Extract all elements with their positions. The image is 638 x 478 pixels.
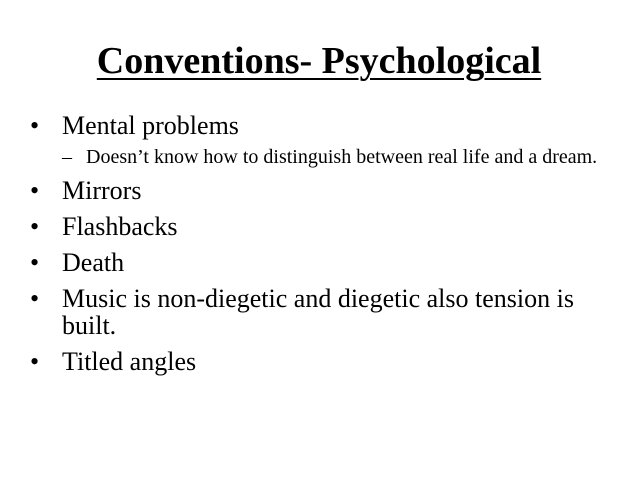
bullet-text: Mirrors	[62, 176, 142, 205]
bullet-icon: •	[30, 248, 40, 277]
bullet-item-music	[30, 285, 610, 339]
bullet-item-death	[30, 249, 610, 276]
bullet-text: Titled angles	[62, 347, 197, 376]
bullet-icon: •	[30, 212, 40, 241]
bullet-text: Death	[62, 248, 125, 277]
slide-title: Conventions- Psychological	[96, 40, 542, 82]
sub-bullet-text: Doesn’t know how to distinguish between real life and a dream.	[86, 146, 598, 168]
bullet-item-mental-problems	[30, 112, 610, 168]
bullet-icon: •	[30, 111, 40, 140]
dash-icon: –	[62, 146, 72, 168]
bullet-text: Flashbacks	[62, 212, 178, 241]
bullet-icon: •	[30, 284, 40, 313]
bullet-icon: •	[30, 176, 40, 205]
sub-bullet-item	[62, 146, 610, 168]
bullet-item-flashbacks	[30, 213, 610, 240]
bullet-text: Music is non-diegetic and diegetic also tension is built.	[62, 284, 574, 340]
bullet-list	[30, 112, 610, 384]
bullet-icon: •	[30, 347, 40, 376]
bullet-item-mirrors	[30, 177, 610, 204]
sub-bullet-list	[62, 146, 610, 168]
bullet-text: Mental problems	[62, 111, 239, 140]
bullet-item-titled-angles	[30, 348, 610, 375]
